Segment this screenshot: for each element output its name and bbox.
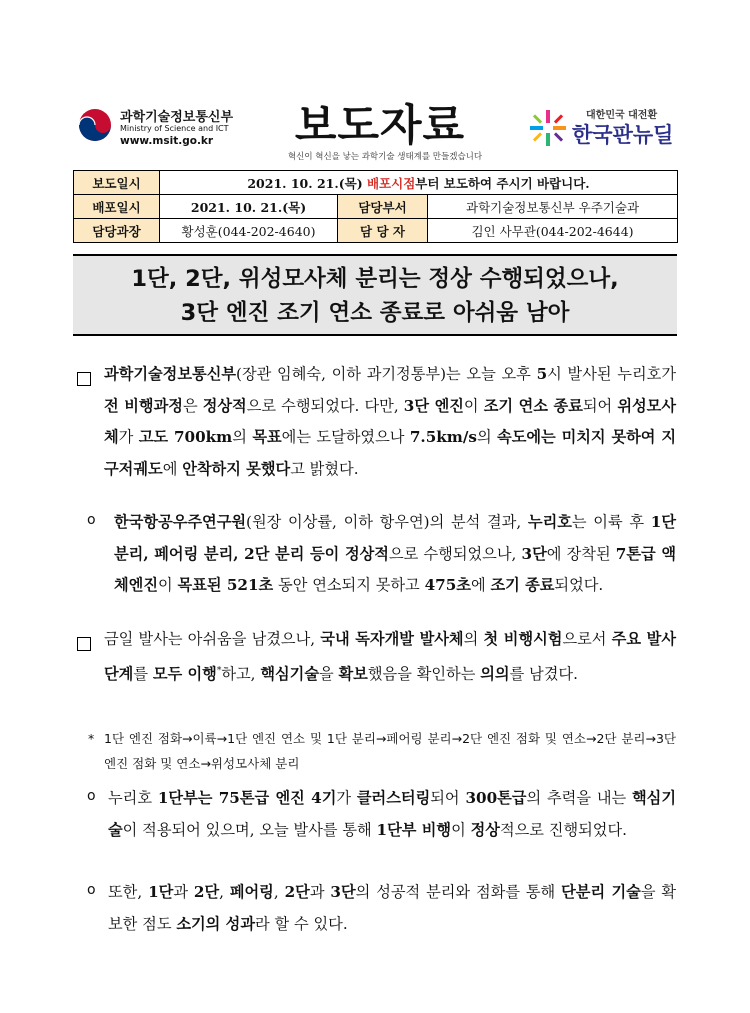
- release-label: 배포일시: [74, 195, 160, 219]
- manager-label: 담당과장: [74, 219, 160, 243]
- embargo-point: 배포시점: [366, 175, 416, 191]
- embargo-row: [74, 171, 678, 195]
- ministry-name-ko: 과학기술정보통신부: [120, 110, 234, 125]
- headline-box: [73, 254, 677, 336]
- press-info-table: [73, 170, 678, 243]
- square-bullet-icon: [77, 637, 91, 651]
- contact-row: [74, 219, 678, 243]
- headline-line-1: 1단, 2단, 위성모사체 분리는 정상 수행되었으나,: [131, 266, 619, 292]
- officer-value: 김인 사무관(044-202-4644): [428, 219, 678, 243]
- taegeuk-emblem-icon: [78, 108, 112, 142]
- paragraph-4: 누리호 1단부는 75톤급 엔진 4기가 클러스터링되어 300톤급의 추력을 내는 핵심기술이 적용되어 있으며, 오늘 발사를 통해 1단부 비행이 정상적으로 진행되었다.: [108, 789, 677, 839]
- manager-value: 황성훈(044-202-4640): [160, 219, 338, 243]
- ministry-url: www.msit.go.kr: [120, 135, 214, 147]
- headline-line-2: 3단 엔진 조기 연소 종료로 아쉬움 남아: [180, 300, 570, 326]
- footnote-text: 1단 엔진 점화→이륙→1단 엔진 연소 및 1단 분리→페어링 분리→2단 엔진 점화 및 연소→2단 분리→3단 엔진 점화 및 연소→위성모사체 분리: [104, 731, 676, 771]
- document-title: 보도자료: [294, 101, 466, 151]
- embargo-tail: 부터 보도하여 주시기 바랍니다.: [415, 175, 590, 191]
- embargo-value: [160, 171, 678, 195]
- release-date: 2021. 10. 21.(목): [160, 195, 338, 219]
- paragraph-5: 또한, 1단과 2단, 페어링, 2단과 3단의 성공적 분리와 점화를 통해 단분리 기술을 확보한 점도 소기의 성과라 할 수 있다.: [108, 883, 677, 933]
- slogan: 혁신이 혁신을 낳는 과학기술 생태계를 만들겠습니다: [287, 152, 483, 162]
- new-deal-tagline: 대한민국 대전환: [586, 110, 658, 121]
- footnote-marker: *: [88, 731, 95, 746]
- dept-value: 과학기술정보통신부 우주기술과: [428, 195, 678, 219]
- square-bullet-icon: [77, 372, 91, 386]
- officer-label: 담 당 자: [338, 219, 428, 243]
- circle-bullet-icon: o: [87, 512, 96, 528]
- dept-label: 담당부서: [338, 195, 428, 219]
- ministry-name-en: Ministry of Science and ICT: [120, 124, 229, 133]
- ministry-logo: [78, 106, 278, 152]
- paragraph-2: 한국항공우주연구원(원장 이상률, 이하 항우연)의 분석 결과, 누리호는 이륙 후 1단 분리, 페어링 분리, 2단 분리 등이 정상적으로 수행되었으나, 3단에 장착된 7톤급 액체엔진이 목표된 521초 동안 연소되지 못하고 475초에 조기 종료되었다.: [114, 513, 677, 594]
- circle-bullet-icon: o: [87, 788, 96, 804]
- paragraph-3: 금일 발사는 아쉬움을 남겼으나, 국내 독자개발 발사체의 첫 비행시험으로서 주요 발사 단계를 모두 이행*하고, 핵심기술을 확보했음을 확인하는 의의를 남겼다.: [104, 630, 676, 683]
- circle-bullet-icon: o: [87, 882, 96, 898]
- embargo-label: 보도일시: [74, 171, 160, 195]
- korean-new-deal-logo: [528, 106, 698, 152]
- new-deal-title: 한국판뉴딜: [572, 123, 674, 147]
- paragraph-1: 과학기술정보통신부(장관 임혜숙, 이하 과기정통부)는 오늘 오후 5시 발사된 누리호가 전 비행과정은 정상적으로 수행되었다. 다만, 3단 엔진이 조기 연소 종료되어 위성모사체가 고도 700km의 목표에는 도달하였으나 7.5km/s의 속도에는 미치지 못하여 지구저궤도에 안착하지 못했다고 밝혔다.: [104, 365, 677, 478]
- new-deal-star-icon: [528, 108, 568, 148]
- embargo-date: 2021. 10. 21.(목): [247, 175, 363, 191]
- release-row: [74, 195, 678, 219]
